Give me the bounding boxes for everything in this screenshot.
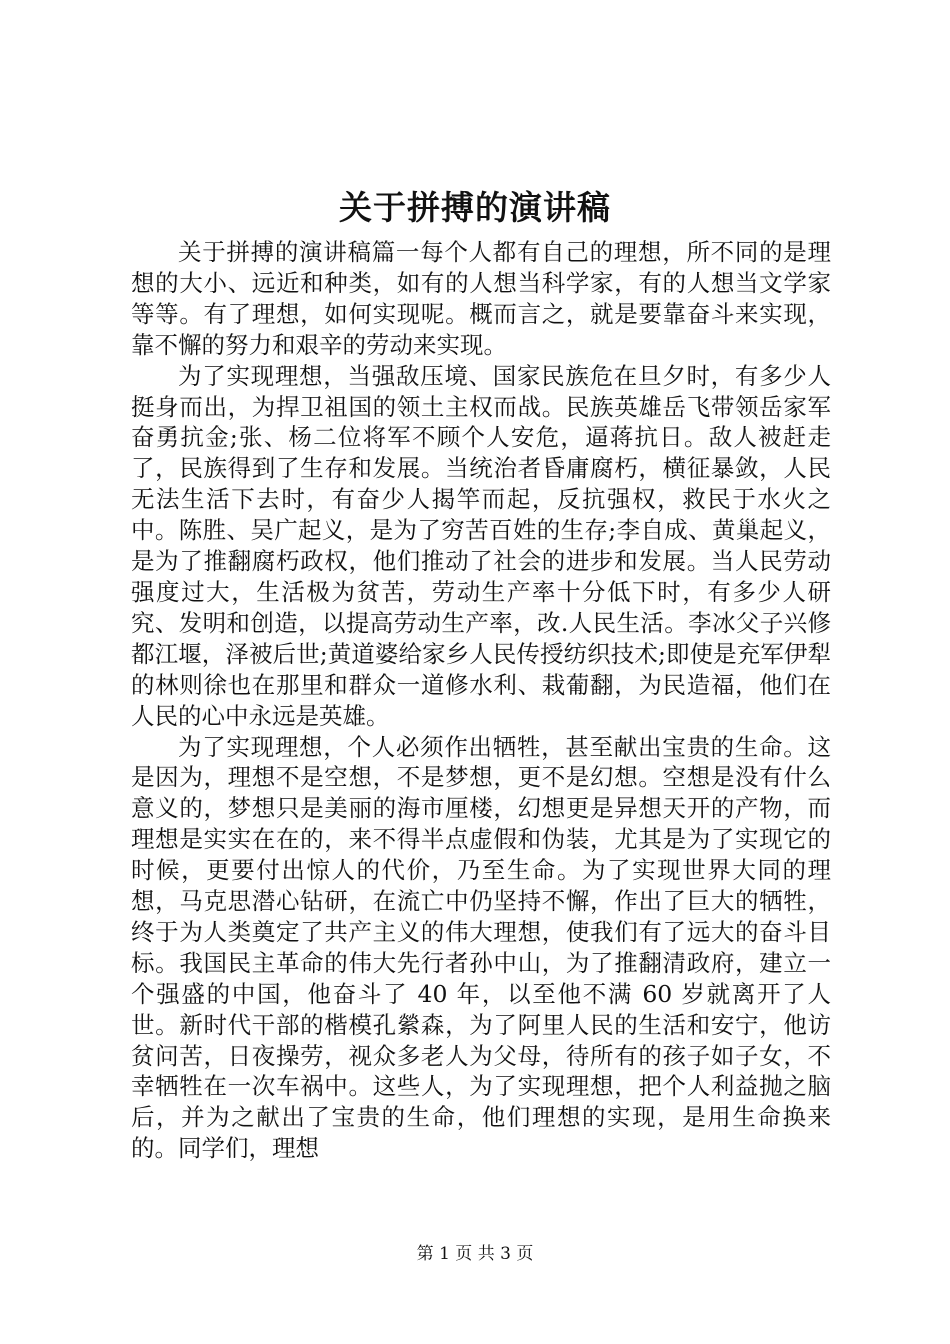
paragraph-3: 为了实现理想，个人必须作出牺牲，甚至献出宝贵的生命。这是因为，理想不是空想，不是梦想，更不是幻想。空想是没有什么意义的，梦想只是美丽的海市厘楼，幻想更是异想天开的产物，而理想是实实在在的，来不得半点虚假和伪装，尤其是为了实现它的时候，更要付出惊人的代价，乃至生命。为了实现世界大同的理想，马克思潜心钻研，在流亡中仍坚持不懈，作出了巨大的牺牲，终于为人类奠定了共产主义的伟大理想，使我们有了远大的奋斗目标。我国民主革命的伟大先行者孙中山，为了推翻清政府，建立一个强盛的中国，他奋斗了 40 年，以至他不满 60 岁就离开了人世。新时代干部的楷模孔縈森，为了阿里人民的生活和安宁，他访贫问苦，日夜操劳，视众多老人为父母，待所有的孩子如子女，不幸牺牲在一次车祸中。这些人，为了实现理想，把个人利益抛之脑后，并为之献出了宝贵的生命，他们理想的实现，是用生命换来的。同学们，理想 (131, 732, 831, 1163)
paragraph-2: 为了实现理想，当强敌压境、国家民族危在旦夕时，有多少人挺身而出，为捍卫祖国的领土主权而战。民族英雄岳飞带领岳家军奋勇抗金;张、杨二位将军不顾个人安危，逼蒋抗日。敌人被赶走了，民族得到了生存和发展。当统治者昏庸腐朽，横征暴敛，人民无法生活下去时，有奋少人揭竿而起，反抗强权，救民于水火之中。陈胜、吴广起义，是为了穷苦百姓的生存;李自成、黄巢起义，是为了推翻腐朽政权，他们推动了社会的进步和发展。当人民劳动强度过大，生活极为贫苦，劳动生产率十分低下时，有多少人研究、发明和创造，以提高劳动生产率，改.人民生活。李冰父子兴修都江堰，泽被后世;黄道婆给家乡人民传授纺织技术;即使是充军伊犁的林则徐也在那里和群众一道修水利、栽葡翻，为民造福，他们在人民的心中永远是英雄。 (131, 361, 831, 730)
document-body (131, 237, 831, 1164)
page-number-footer: 第 1 页 共 3 页 (416, 1244, 534, 1264)
document-title: 关于拼搏的演讲稿 (339, 188, 611, 227)
paragraph-1: 关于拼搏的演讲稿篇一每个人都有自己的理想，所不同的是理想的大小、远近和种类，如有的人想当科学家，有的人想当文学家等等。有了理想，如何实现呢。概而言之，就是要靠奋斗来实现，靠不懈的努力和艰辛的劳动来实现。 (131, 238, 831, 359)
